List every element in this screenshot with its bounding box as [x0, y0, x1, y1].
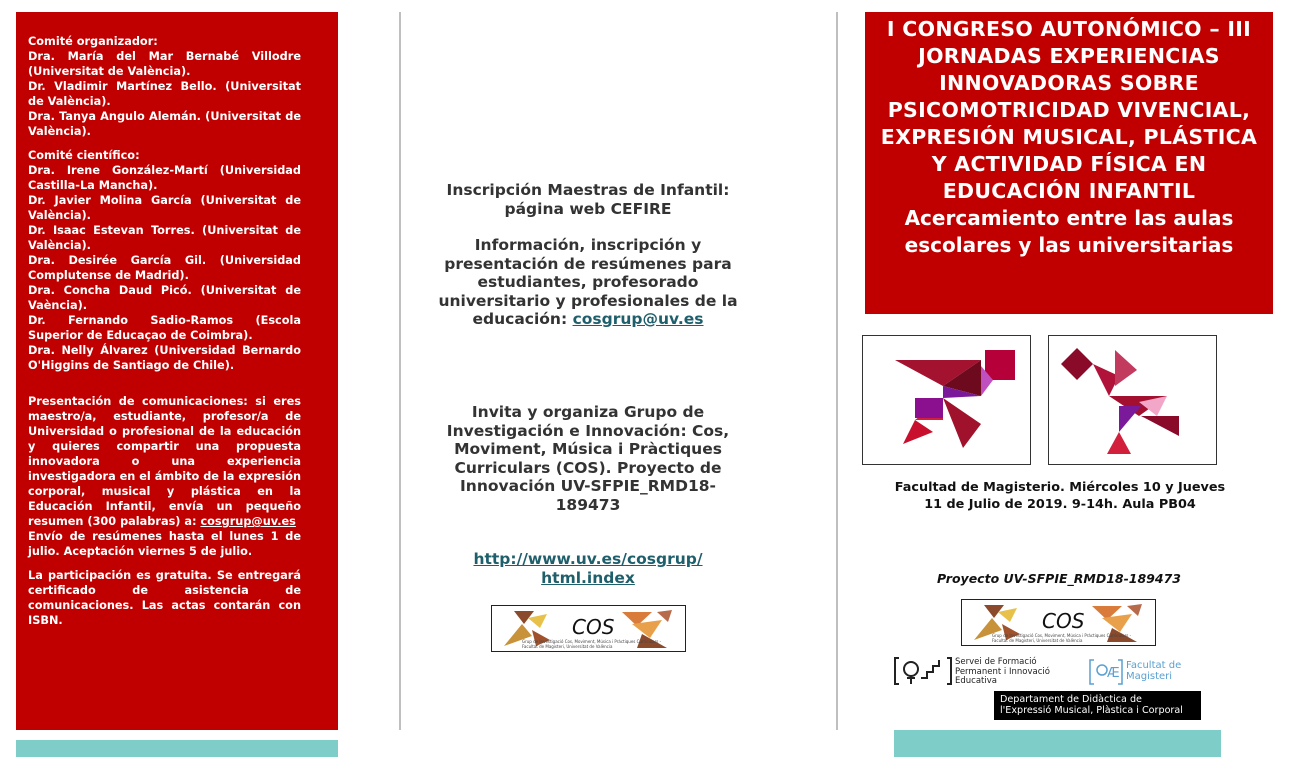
cos-logo-word: COS	[1042, 609, 1085, 633]
presentation-email-link[interactable]: cosgrup@uv.es	[200, 515, 296, 528]
facultat-logo-text: Facultat de Magisteri	[1126, 660, 1182, 682]
sfpie-logo-text: Servei de Formació Permanent i Innovació Educativa	[955, 657, 1050, 686]
scientific-committee	[28, 148, 301, 373]
teal-bar-right	[894, 730, 1221, 757]
scientific-heading: Comité científico:	[28, 149, 140, 162]
teal-bar-left	[16, 740, 338, 757]
presentation-heading: Presentación de comunicaciones:	[28, 395, 248, 408]
project-id-text: Proyecto UV-SFPIE_RMD18-189473	[937, 571, 1181, 586]
scientific-member: Dra. Nelly Álvarez (Universidad Bernardo O'Higgins de Santiago de Chile).	[28, 344, 301, 372]
organizing-member: Dra. María del Mar Bernabé Villodre (Universitat de València).	[28, 50, 301, 78]
invite-text: Invita y organiza Grupo de Investigación e Innovación: Cos, Moviment, Música i Pràctiques Curriculars (COS). Proyecto de Innovación UV-SFPIE_RMD18-189473	[446, 403, 730, 514]
cos-logo	[491, 605, 686, 652]
scientific-member: Dra. Desirée García Gil. (Universidad Complutense de Madrid).	[28, 254, 301, 282]
tangram-runner-icon	[863, 336, 1030, 464]
info-block	[428, 236, 748, 329]
organizing-member: Dra. Tanya Angulo Alemán. (Universitat de València).	[28, 110, 301, 138]
free-participation-text: La participación es gratuita. Se entregará certificado de asistencia de comunicaciones. Las actas contarán con ISBN.	[28, 569, 301, 627]
left-panel-text	[28, 34, 301, 637]
deadline-text: Envío de resúmenes hasta el lunes 1 de julio. Aceptación viernes 5 de julio.	[28, 530, 301, 558]
facultat-magisteri-logo	[1088, 656, 1218, 688]
congress-title: I CONGRESO AUTONÓMICO – III JORNADAS EXPERIENCIAS INNOVADORAS SOBRE PSICOMOTRICIDAD VIVENCIAL, EXPRESIÓN MUSICAL, PLÁSTICA Y ACTIVIDAD FÍSICA EN EDUCACIÓN INFANTIL	[880, 17, 1258, 203]
website-link-line1[interactable]: http://www.uv.es/cosgrup/	[473, 550, 703, 568]
organizing-committee	[28, 34, 301, 139]
scientific-member: Dr. Fernando Sadio-Ramos (Escola Superior de Educaçao de Coimbra).	[28, 314, 301, 342]
info-text: Información, inscripción y presentación de resúmenes para estudiantes, profesorado universitario y profesionales de la educación:	[438, 236, 738, 328]
scientific-member: Dra. Concha Daud Picó. (Universitat de Vaència).	[28, 284, 301, 312]
tangram-figure-1	[862, 335, 1031, 465]
sfpie-mark-icon	[893, 654, 953, 688]
cos-logo	[961, 599, 1156, 646]
cos-logo-caption: Grup de Investigació Cos, Moviment, Música i Pràctiques Curriculars - Facultat de Magisteri, Universitat de València	[522, 639, 662, 649]
scientific-member: Dr. Isaac Estevan Torres. (Universitat de València).	[28, 224, 301, 252]
venue-text: Facultad de Magisterio. Miércoles 10 y Jueves 11 de Julio de 2019. 9-14h. Aula PB04	[894, 480, 1226, 512]
facultat-mark-icon	[1088, 656, 1124, 688]
svg-text:Æ: Æ	[1107, 666, 1120, 681]
tangram-figure-2	[1048, 335, 1217, 465]
organizing-member: Dr. Vladimir Martínez Bello. (Universitat de València).	[28, 80, 301, 108]
cos-logo-word: COS	[572, 615, 615, 639]
scientific-member: Dra. Irene González-Martí (Universidad Castilla-La Mancha).	[28, 164, 301, 192]
inscription-text: Inscripción Maestras de Infantil: página web CEFIRE	[446, 181, 730, 218]
fold-divider	[836, 12, 838, 730]
website-link[interactable]	[428, 550, 748, 587]
info-email-link[interactable]: cosgrup@uv.es	[572, 310, 704, 328]
organizing-heading: Comité organizador:	[28, 35, 158, 48]
department-logo: Departament de Didàctica de l'Expressió Musical, Plàstica i Corporal	[994, 691, 1201, 720]
congress-title-box	[865, 12, 1273, 314]
fold-divider	[399, 12, 401, 730]
presentation-section	[28, 394, 301, 559]
website-link-line2[interactable]: html.index	[541, 568, 635, 587]
presentation-text: si eres maestro/a, estudiante, profesor/a de Universidad o profesional de la educación y quieres compartir una propuesta innovadora o una experiencia investigadora en el ámbito de la expresión corporal, musical y plástica en la Educación Infantil, envía un pequeño resumen (300 palabras) a:	[28, 395, 301, 528]
sfpie-logo	[893, 654, 1063, 688]
cos-logo-caption: Grup de Investigació Cos, Moviment, Música i Pràctiques Curriculars - Facultat de Magisteri, Universitat de València	[992, 633, 1132, 643]
tangram-dancer-icon	[1049, 336, 1216, 464]
congress-subtitle: Acercamiento entre las aulas escolares y las universitarias	[904, 206, 1234, 257]
scientific-member: Dr. Javier Molina García (Universitat de València).	[28, 194, 301, 222]
